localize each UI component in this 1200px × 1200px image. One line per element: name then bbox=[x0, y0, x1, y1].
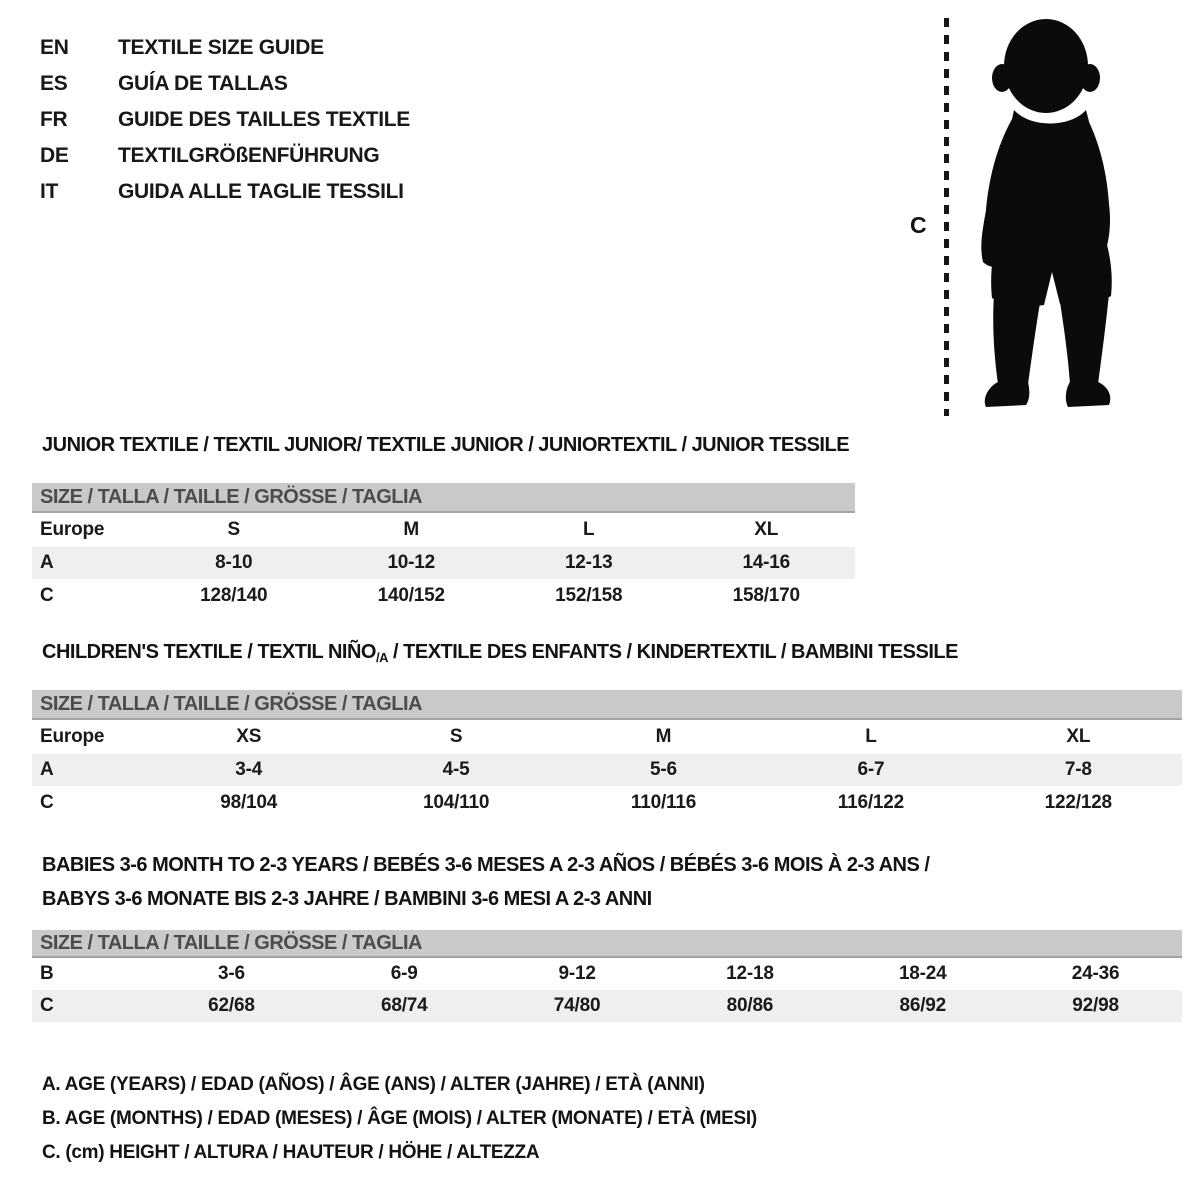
cell: 92/98 bbox=[1072, 995, 1119, 1016]
size-header-label: SIZE / TALLA / TAILLE / GRÖSSE / TAGLIA bbox=[40, 485, 422, 508]
cell: 98/104 bbox=[220, 791, 278, 813]
cell: S bbox=[449, 726, 463, 747]
cell: 3-6 bbox=[217, 963, 245, 984]
cell: XL bbox=[754, 519, 779, 540]
table-row bbox=[32, 990, 1182, 1022]
guide-title: TEXTILE SIZE GUIDE bbox=[118, 36, 324, 59]
cell: 7-8 bbox=[1064, 759, 1092, 780]
row-label: A bbox=[40, 759, 54, 780]
row-label: C bbox=[40, 584, 54, 606]
cell: 74/80 bbox=[553, 995, 601, 1016]
row-label: A bbox=[40, 552, 54, 573]
cell: 12-18 bbox=[726, 963, 774, 984]
table-row bbox=[32, 513, 855, 547]
language-code: ES bbox=[40, 72, 68, 95]
babies-section-heading bbox=[42, 848, 929, 916]
cell: 62/68 bbox=[208, 995, 255, 1016]
cell: 14-16 bbox=[742, 552, 791, 573]
row-label: B bbox=[40, 963, 54, 984]
cell: 6-7 bbox=[857, 759, 885, 780]
list-item bbox=[40, 102, 410, 138]
cell: 140/152 bbox=[377, 584, 445, 606]
height-dashed-line bbox=[944, 18, 949, 416]
children-section-heading bbox=[42, 641, 958, 664]
cell: 68/74 bbox=[380, 995, 428, 1016]
list-item bbox=[40, 174, 410, 210]
cell: 4-5 bbox=[442, 759, 470, 780]
legend-line-c: C. (cm) HEIGHT / ALTURA / HAUTEUR / HÖHE / ALTEZZA bbox=[42, 1142, 540, 1163]
cell: 10-12 bbox=[387, 552, 436, 573]
list-item bbox=[40, 138, 410, 174]
height-measure-label: C bbox=[910, 212, 927, 238]
size-header-bar bbox=[32, 483, 855, 513]
list-item bbox=[40, 30, 410, 66]
cell: M bbox=[655, 726, 672, 747]
size-header-label: SIZE / TALLA / TAILLE / GRÖSSE / TAGLIA bbox=[40, 692, 422, 715]
cell: 116/122 bbox=[837, 791, 904, 813]
cell: 86/92 bbox=[899, 995, 947, 1016]
size-header-label: SIZE / TALLA / TAILLE / GRÖSSE / TAGLIA bbox=[40, 931, 422, 954]
row-label: C bbox=[40, 791, 54, 813]
guide-title: TEXTILGRÖßENFÜHRUNG bbox=[118, 144, 380, 167]
language-code: DE bbox=[40, 144, 69, 167]
table-row bbox=[32, 786, 1182, 819]
babies-heading-line2: BABYS 3-6 MONATE BIS 2-3 JAHRE / BAMBINI 3-6 MESI A 2-3 ANNI bbox=[42, 888, 652, 910]
cell: 3-4 bbox=[235, 759, 263, 780]
table-row bbox=[32, 754, 1182, 786]
guide-title: GUÍA DE TALLAS bbox=[118, 72, 288, 95]
toddler-silhouette-icon bbox=[958, 14, 1138, 418]
table-row bbox=[32, 579, 855, 612]
row-label: Europe bbox=[40, 519, 105, 540]
row-label: Europe bbox=[40, 726, 105, 747]
cell: 6-9 bbox=[390, 963, 418, 984]
legend-line-b: B. AGE (MONTHS) / EDAD (MESES) / ÂGE (MOIS) / ALTER (MONATE) / ETÀ (MESI) bbox=[42, 1108, 757, 1129]
language-code: IT bbox=[40, 180, 59, 203]
language-code: FR bbox=[40, 108, 68, 131]
cell: L bbox=[583, 519, 595, 540]
row-label: C bbox=[40, 995, 54, 1016]
children-size-table bbox=[32, 690, 1182, 819]
cell: 9-12 bbox=[558, 963, 596, 984]
list-item bbox=[40, 66, 410, 102]
cell: 158/170 bbox=[732, 584, 800, 606]
size-header-bar bbox=[32, 690, 1182, 720]
children-heading-subscript: /A bbox=[375, 650, 388, 665]
guide-title: GUIDA ALLE TAGLIE TESSILI bbox=[118, 180, 404, 203]
cell: M bbox=[403, 519, 420, 540]
table-row bbox=[32, 720, 1182, 754]
guide-title: GUIDE DES TAILLES TEXTILE bbox=[118, 108, 410, 131]
cell: 80/86 bbox=[726, 995, 774, 1016]
cell: 24-36 bbox=[1071, 963, 1120, 984]
babies-size-table bbox=[32, 930, 1182, 1022]
language-code: EN bbox=[40, 36, 69, 59]
cell: 104/110 bbox=[422, 791, 490, 813]
table-row bbox=[32, 958, 1182, 990]
children-heading-text: / TEXTILE DES ENFANTS / KINDERTEXTIL / BAMBINI TESSILE bbox=[387, 641, 958, 663]
size-header-bar bbox=[32, 930, 1182, 958]
cell: L bbox=[865, 726, 877, 747]
cell: XS bbox=[236, 726, 262, 747]
cell: 122/128 bbox=[1044, 791, 1112, 813]
junior-size-table bbox=[32, 483, 855, 612]
table-row bbox=[32, 547, 855, 579]
babies-heading-line1: BABIES 3-6 MONTH TO 2-3 YEARS / BEBÉS 3-6 MESES A 2-3 AÑOS / BÉBÉS 3-6 MOIS À 2-3 ANS / bbox=[42, 854, 930, 876]
junior-section-heading: JUNIOR TEXTILE / TEXTIL JUNIOR/ TEXTILE JUNIOR / JUNIORTEXTIL / JUNIOR TESSILE bbox=[42, 434, 850, 456]
cell: 5-6 bbox=[650, 759, 677, 780]
cell: 152/158 bbox=[555, 584, 623, 606]
cell: 128/140 bbox=[200, 584, 268, 606]
cell: XL bbox=[1066, 726, 1091, 747]
language-title-list bbox=[40, 30, 410, 210]
cell: 8-10 bbox=[215, 552, 253, 573]
cell: 18-24 bbox=[898, 963, 947, 984]
legend-line-a: A. AGE (YEARS) / EDAD (AÑOS) / ÂGE (ANS) / ALTER (JAHRE) / ETÀ (ANNI) bbox=[42, 1074, 705, 1095]
cell: S bbox=[227, 519, 240, 540]
cell: 110/116 bbox=[630, 791, 697, 813]
cell: 12-13 bbox=[564, 552, 613, 573]
children-heading-text: CHILDREN'S TEXTILE / TEXTIL NIÑO bbox=[42, 641, 376, 663]
measure-legend bbox=[42, 1068, 757, 1170]
